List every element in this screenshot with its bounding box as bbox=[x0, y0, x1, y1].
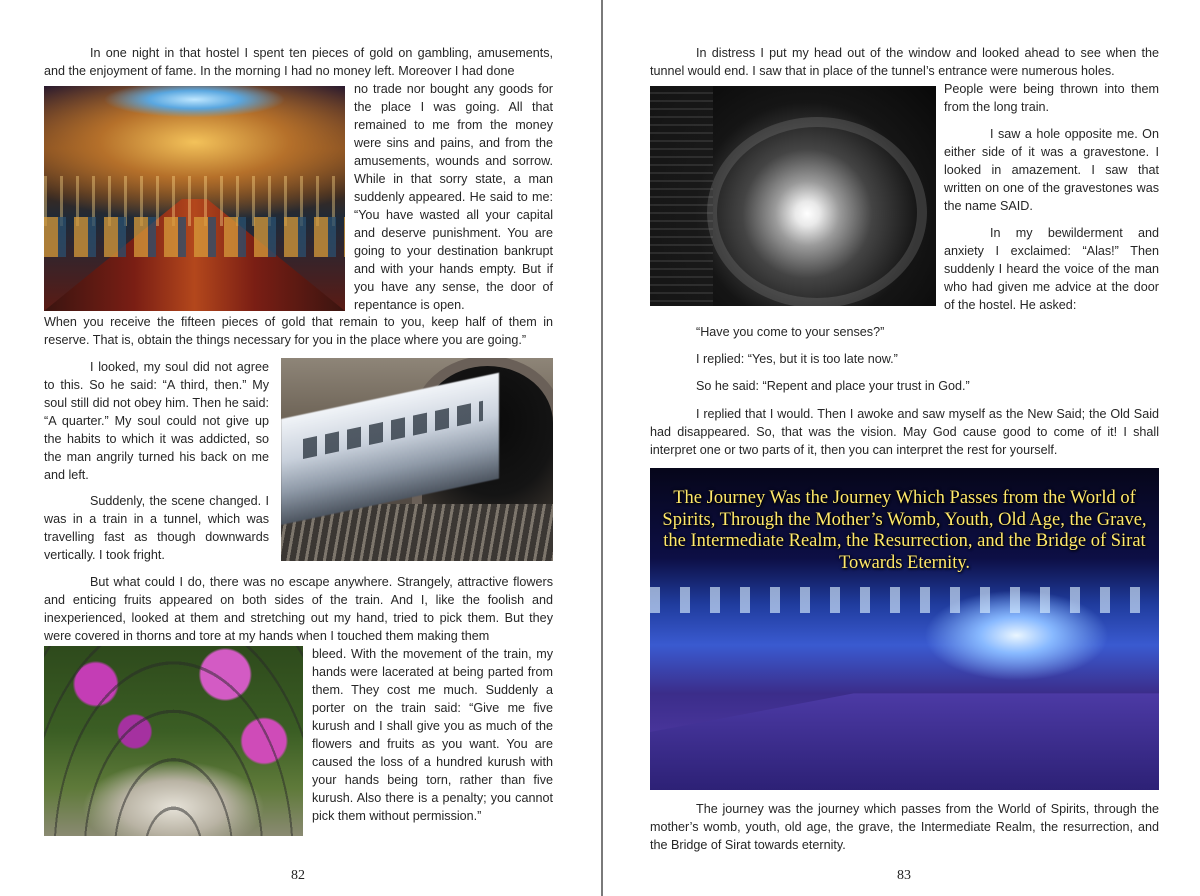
dark-tunnel-photo bbox=[650, 86, 936, 306]
flower-arch-photo bbox=[44, 646, 303, 836]
paragraph: “Have you come to your senses?” bbox=[696, 325, 885, 339]
paragraph: I saw a hole opposite me. On either side of it was a gravestone. I looked in amazement. I saw that written on one of the gravestones was the name SAID. bbox=[944, 127, 1159, 213]
paragraph: In one night in that hostel I spent ten pieces of gold on gambling, amusements, and the enjoyment of fame. In the morning I had no money left. Moreover I had done bbox=[44, 46, 553, 78]
tables-shape bbox=[44, 217, 345, 258]
paragraph: People were being thrown into them from the long train. bbox=[944, 82, 1159, 114]
paragraph: In distress I put my head out of the window and looked ahead to see when the tunnel would end. I saw that in place of the tunnel’s entrance were numerous holes. bbox=[650, 46, 1159, 78]
casino-photo bbox=[44, 86, 345, 311]
paragraph: bleed. With the movement of the train, my hands were lacerated at being parted from them. They cost me much. Suddenly a porter on the train said: “Give me five kurush and I shall give you as much of the flowers and fruits as you want. You are caused the loss of a hundred kurush with your hands being torn, rather than five kurush. Also there is a penalty; you cannot pick them without permission.” bbox=[312, 647, 553, 823]
train-tunnel-photo bbox=[281, 358, 553, 561]
right-page bbox=[603, 0, 1200, 896]
paragraph: I replied that I would. Then I awoke and saw myself as the New Said; the Old Said had disappeared. So, that was the vision. May God cause good to come of it! I shall interpret one or two parts of it, then you can interpret the rest for yourself. bbox=[650, 407, 1159, 457]
paragraph: In my bewilderment and anxiety I exclaimed: “Alas!” Then suddenly I heard the voice of the man who had given me advice at the door of the hostel. He asked: bbox=[944, 226, 1159, 312]
arches-shape bbox=[44, 646, 303, 836]
ceiling-lights-shape bbox=[650, 587, 1159, 613]
floor-shape bbox=[650, 693, 1159, 790]
ring-shape bbox=[707, 117, 927, 306]
image-caption: The Journey Was the Journey Which Passes from the World of Spirits, Through the Mother’s Womb, Youth, Old Age, the Grave, the Intermediate Realm, the Resurrection, and the Bridge of Sirat Towards Eternity. bbox=[662, 488, 1147, 573]
paragraph: I looked, my soul did not agree to this. So he said: “A third, then.” My soul still did not obey him. Then he said: “A quarter.” My soul could not give up the habits to which it was addicted, so the man angrily turned his back on me and left. bbox=[44, 360, 269, 482]
pipes-shape bbox=[650, 86, 713, 306]
paragraph: Suddenly, the scene changed. I was in a train in a tunnel, which was travelling fast as though downwards vertically. I took fright. bbox=[44, 494, 269, 562]
page-number: 82 bbox=[291, 868, 305, 883]
paragraph: When you receive the fifteen pieces of gold that remain to you, keep half of them in reserve. That is, obtain the things necessary for you in the place where you are going.” bbox=[44, 315, 553, 347]
corridor-photo bbox=[650, 468, 1159, 790]
paragraph: But what could I do, there was no escape anywhere. Strangely, attractive flowers and enticing fruits appeared on both sides of the train. And I, like the foolish and inexperienced, looked at them and stretching out my hand, tried to pick them. But they were covered in thorns and tore at my hands when I touched them making them bbox=[44, 575, 553, 643]
paragraph: I replied: “Yes, but it is too late now.” bbox=[696, 352, 898, 366]
page-number: 83 bbox=[897, 868, 911, 883]
paragraph: no trade nor bought any goods for the place I was going. All that remained to me from the money were sins and pains, and from the amusements, wounds and sorrow. While in that sorry state, a man suddenly appeared. He said to me: “You have wasted all your capital and deserve punishment. You are going to your destination bankrupt and with your hands empty. But if you have any sense, the door of repentance is open. bbox=[354, 82, 553, 312]
paragraph: So he said: “Repent and place your trust in God.” bbox=[696, 379, 970, 393]
paragraph: The journey was the journey which passes from the World of Spirits, through the mother’s womb, youth, old age, the grave, the Intermediate Realm, the resurrection, and the Bridge of Sirat towards eternity. bbox=[650, 802, 1159, 852]
